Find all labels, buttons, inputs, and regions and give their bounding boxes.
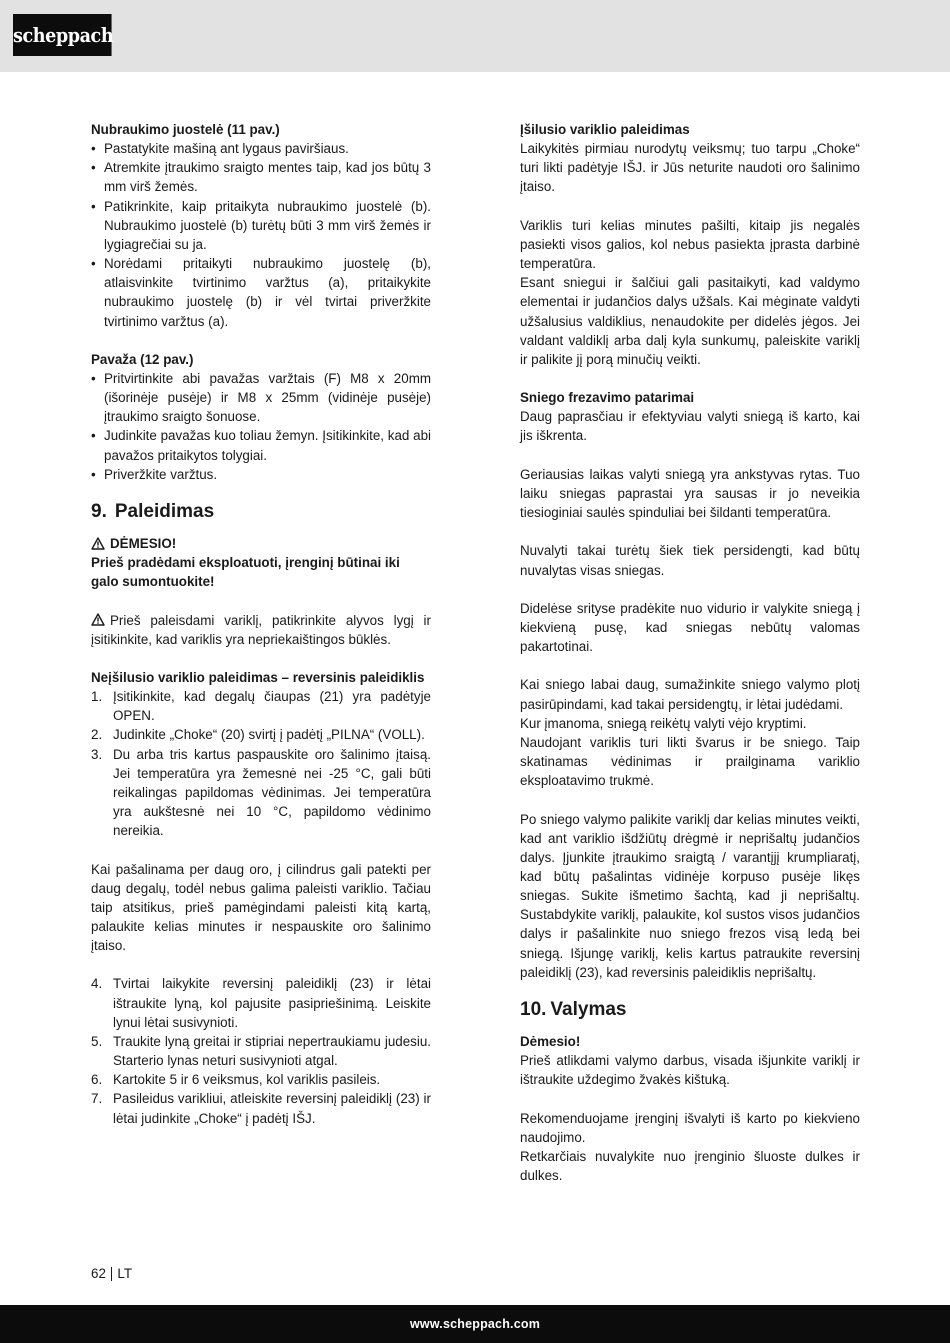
list-item: 5. Traukite lyną greitai ir stipriai nepertraukiamu judesiu. Starterio lynas neturi susivynioti atgal. (91, 1033, 431, 1069)
list-item: 6. Kartokite 5 ir 6 veiksmus, kol variklis pasileis. (91, 1072, 381, 1088)
section-title-cold-start: Neįšilusio variklio paleidimas – reversinis paleidiklis (91, 670, 425, 686)
list-item: • Norėdami pritaikyti nubraukimo juostelę (b), atlaisvinkite tvirtinimo varžtus (a), pritaikykite nubraukimo juostelę (b) ir vėl tvirtai priveržkite tvirtinimo varžtus (a). (91, 254, 431, 331)
paragraph: Kai pašalinama per daug oro, į cilindrus gali patekti per daug degalų, todėl nebus galima paleisti variklio. Tačiau taip atsitikus, prieš pamėgindami paleisti kitą kartą, palaukite kelias minutes ir nespauskite oro šalinimo įtaiso. (91, 861, 431, 954)
list-item: 2. Judinkite „Choke“ (20) svirtį į padėtį „PILNA“ (VOLL). (91, 727, 425, 743)
warning-text: Prieš pradėdami eksploatuoti, įrenginį būtinai iki galo sumontuokite! (91, 555, 400, 590)
section-title-tips: Sniego frezavimo patarimai (520, 390, 695, 406)
section-title-warm-start: Įšilusio variklio paleidimas (520, 122, 690, 137)
left-column (91, 120, 431, 1128)
paragraph: Prieš atlikdami valymo darbus, visada išjunkite variklį ir ištraukite uždegimo žvakės kištuką. (520, 1053, 860, 1088)
list-item: • Patikrinkite, kaip pritaikyta nubraukimo juostelė (b). Nubraukimo juostelė (b) turėtų būti 3 mm virš žemės ir lygiagrečiai su ja. (91, 197, 431, 254)
cleaning-warning: Dėmesio! (520, 1033, 581, 1049)
paragraph: Rekomenduojame įrenginį išvalyti iš karto po kiekvieno naudojimo. (520, 1110, 860, 1145)
heading-number: 10. (520, 998, 547, 1020)
heading-title: Paleidimas (114, 500, 215, 522)
skid-strip-list (91, 139, 431, 331)
warning-title-row (91, 534, 431, 553)
section-title-skids: Pavaža (12 pav.) (91, 351, 194, 367)
paragraph: Naudojant variklis turi likti švarus ir be sniego. Taip skatinamas vėdinimas ir prailginama variklio eksploatavimo trukmė. (520, 734, 860, 789)
paragraph: Variklis turi kelias minutes pašilti, kitaip jis negalės pasiekti visos galios, kol nebus pasiekta įprasta darbinė temperatūra. (520, 217, 860, 272)
heading-9 (91, 500, 431, 524)
list-item: • Pastatykite mašiną ant lygaus paviršiaus. (91, 139, 431, 158)
list-item: 3. Du arba tris kartus paspauskite oro šalinimo įtaisą. Jei temperatūra yra žemesnė nei -25 °C, gali būti reikalingas papildomas vėdinimas. Jei temperatūra yra aukštesnė nei 10 °C, papildomo vėdinimo nereikia. (91, 746, 431, 839)
skids-list (91, 369, 431, 484)
heading-number: 9. (91, 500, 107, 522)
paragraph: Nuvalyti takai turėtų šiek tiek persidengti, kad būtų nuvalytas visas sniegas. (520, 543, 860, 578)
warning-icon (91, 537, 105, 550)
paragraph: Kur įmanoma, sniegą reikėtų valyti vėjo kryptimi. (520, 715, 807, 731)
paragraph: Geriausias laikas valyti sniegą yra ankstyvas rytas. Tuo laiku sniegas paprastai yra sausas ir jo neveikia tiesioginiai saulės spinduliai bei šildanti temperatūra. (520, 466, 860, 521)
note-paragraph (91, 611, 431, 649)
footer-band (0, 1305, 950, 1343)
page-number (91, 1266, 132, 1282)
scheppach-logo: scheppach (13, 14, 112, 56)
paragraph: Laikykitės pirmiau nurodytų veiksmų; tuo tarpu „Choke“ turi likti padėtyje IŠJ. ir Jūs neturite naudoti oro šalinimo įtaiso. (520, 141, 860, 195)
cold-start-steps-continued (91, 974, 431, 1127)
section-title-skid-strip: Nubraukimo juostelė (11 pav.) (91, 122, 280, 137)
paragraph: Retkarčiais nuvalykite nuo įrenginio šluoste dulkes ir dulkes. (520, 1148, 860, 1183)
list-item: • Atremkite įtraukimo sraigto mentes taip, kad jos būtų 3 mm virš žemės. (91, 158, 431, 196)
paragraph: Daug paprasčiau ir efektyviau valyti sniegą iš karto, kai jis iškrenta. (520, 409, 860, 444)
note-text: Prieš paleisdami variklį, patikrinkite alyvos lygį ir įsitikinkite, kad variklis yra nepriekaištingos būklės. (91, 612, 431, 647)
list-item: 1. Įsitikinkite, kad degalų čiaupas (21) yra padėtyje OPEN. (91, 689, 431, 724)
language-code: LT (117, 1266, 133, 1281)
right-column (520, 120, 860, 1185)
list-item: • Pritvirtinkite abi pavažas varžtais (F) M8 x 20mm (išorinėje pusėje) ir M8 x 25mm (vidinėje pusėje) įtraukimo sraigto šonuose. (91, 369, 431, 426)
list-item: 4. Tvirtai laikykite reversinį paleidiklį (23) ir lėtai ištraukite lyną, kol pajusite pasipriešinimą. Leiskite lynui lėtai susivynioti. (91, 976, 431, 1030)
paragraph: Didelėse srityse pradėkite nuo vidurio ir valykite sniegą į kiekvieną pusę, kad sniegas nebūtų valomas pakartotinai. (520, 600, 860, 655)
divider (111, 1267, 113, 1281)
list-item: • Priveržkite varžtus. (91, 465, 431, 484)
paragraph: Kai sniego labai daug, sumažinkite sniego valymo plotį pasirūpindami, kad takai persidengtų, ir lėtai judėdami. (520, 677, 860, 712)
heading-10 (520, 998, 860, 1022)
warning-title: DĖMESIO! (110, 535, 177, 551)
warning-icon (91, 613, 105, 626)
website-link[interactable]: www.scheppach.com (409, 1317, 541, 1331)
header-band (0, 0, 950, 72)
list-item: • Judinkite pavažas kuo toliau žemyn. Įsitikinkite, kad abi pavažos pritaikytos tolygiai. (91, 426, 431, 464)
cold-start-steps (91, 687, 431, 840)
page-number-value: 62 (91, 1266, 106, 1281)
paragraph: Po sniego valymo palikite variklį dar kelias minutes veikti, kad ant variklio išdžiūtų drėgmė ir neprišaltų judančios dalys. Įjunkite įtraukimo sraigtą / varantįjį krumpliaratį, kad būtų pašalintas vidinėje korpuso pusėje likęs sniegas. Sukite išmetimo šachtą, kad ji neprišaltų. Sustabdykite variklį, palaukite, kol sustos visos judančios dalys ir pašalinkite nuo sniego frezos visą ledą bei sniegą. Išjungę variklį, kelis kartus patraukite reversinį paleidiklį (23), kad reversinis paleidiklis neprišaltų. (520, 811, 860, 980)
note-row (91, 611, 431, 649)
heading-title: Valymas (550, 998, 627, 1020)
paragraph: Esant sniegui ir šalčiui gali pasitaikyti, kad valdymo elementai ir judančios dalys užšals. Kai mėginate valdyti užšalusius valdiklius, nenaudokite per didelės jėgos. Jei valdant valdiklį arba dalį kyla sunkumų, paleiskite variklį ir palikite jį porą minučių veikti. (520, 275, 860, 367)
list-item: 7. Pasileidus varikliui, atleiskite reversinį paleidiklį (23) ir lėtai judinkite „Choke“ į padėtį IŠJ. (91, 1091, 431, 1126)
